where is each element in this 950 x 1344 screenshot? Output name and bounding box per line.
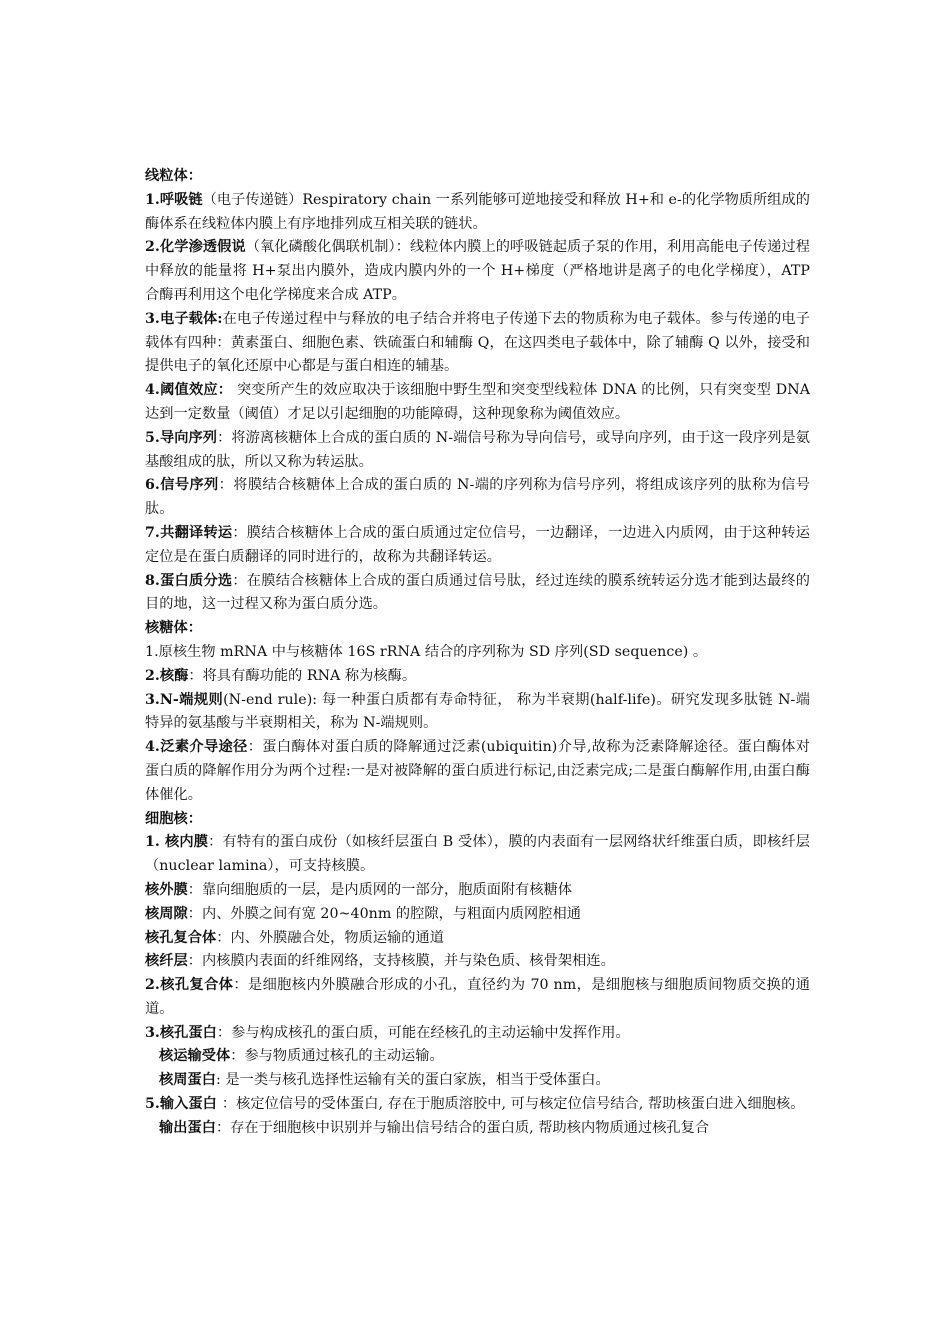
section-heading-mitochondria: 线粒体： [145,168,202,184]
paragraph-sd-sequence: 1.原核生物 mRNA 中与核糖体 16S rRNA 结合的序列称为 SD 序列(SD sequence) 。 [145,643,708,660]
paragraph-electron-carrier: 3.电子载体:在电子传递过程中与释放的电子结合并将电子传递下去的物质称为电子载体。参与传递的电子载体有四种：黄素蛋白、细胞色素、铁硫蛋白和辅酶 Q，在这四类电子载体中，除了辅酶 Q 以外，接受和提供电子的氧化还原中心都是与蛋白相连的辅基。 [145,310,810,375]
paragraph-npc: 2.核孔复合体：是细胞核内外膜融合形成的小孔，直径约为 70 nm，是细胞核与细胞质间物质交换的通道。 [145,977,811,1017]
paragraph-threshold-effect: 4.阈值效应： 突变所产生的效应取决于该细胞中野生型和突变型线粒体 DNA 的比例，只有突变型 DNA 达到一定数量（阈值）才足以引起细胞的功能障碍，这种现象称为阈值效应。 [145,382,810,422]
paragraph-exportin: 输出蛋白：存在于细胞核中识别并与输出信号结合的蛋白质, 帮助核内物质通过核孔复合 [159,1119,710,1136]
paragraph-lamina: 核纤层：内核膜内表面的纤维网络，支持核膜，并与染色质、核骨架相连。 [145,953,615,970]
paragraph-transport-receptor: 核运输受体：参与物质通过核孔的主动运输。 [159,1048,444,1065]
paragraph-importin: 5.输入蛋白 ：核定位信号的受体蛋白, 存在于胞质溶胶中, 可与核定位信号结合, 帮助核蛋白进入细胞核。 [145,1096,805,1113]
document-page [145,165,810,1141]
paragraph-nucleoporin: 3.核孔蛋白：参与构成核孔的蛋白质，可能在经核孔的主动运输中发挥作用。 [145,1024,630,1041]
paragraph-ubiquitin-pathway: 4.泛素介导途径：蛋白酶体对蛋白质的降解通过泛素(ubiquitin)介导,故称为泛素降解途径。蛋白酶体对蛋白质的降解作用分为两个过程:一是对被降解的蛋白质进行标记,由泛素完成;二是蛋白酶解作用,由蛋白酶体催化。 [145,739,810,803]
paragraph-npc-short: 核孔复合体：内、外膜融合处，物质运输的通道 [145,929,445,946]
paragraph-n-end-rule: 3.N-端规则(N-end rule): 每一种蛋白质都有寿命特征， 称为半衰期(half-life)。研究发现多肽链 N-端特异的氨基酸与半衰期相关，称为 N-端规则。 [145,691,810,732]
paragraph-respiratory-chain: 1.呼吸链（电子传递链）Respiratory chain 一系列能够可逆地接受和释放 H+和 e-的化学物质所组成的酶体系在线粒体内膜上有序地排列成互相关联的链状。 [145,191,811,232]
paragraph-inner-membrane: 1. 核内膜：有特有的蛋白成份（如核纤层蛋白 B 受体），膜的内表面有一层网络状纤维蛋白质，即核纤层（nuclear lamina），可支持核膜。 [145,834,810,875]
paragraph-protein-sorting: 8.蛋白质分选：在膜结合核糖体上合成的蛋白质通过信号肽，经过连续的膜系统转运分选才能到达最终的目的地，这一过程又称为蛋白质分选。 [145,572,810,613]
paragraph-karyopherin: 核周蛋白: 是一类与核孔选择性运输有关的蛋白家族，相当于受体蛋白。 [159,1072,610,1089]
paragraph-outer-membrane: 核外膜：靠向细胞质的一层，是内质网的一部分，胞质面附有核糖体 [145,881,573,898]
paragraph-perinuclear-space: 核周隙：内、外膜之间有宽 20~40nm 的腔隙，与粗面内质网腔相通 [145,905,581,922]
paragraph-ribozyme: 2.核酶：将具有酶功能的 RNA 称为核酶。 [145,667,417,684]
section-heading-nucleus: 细胞核： [145,810,202,827]
paragraph-signal-sequence: 6.信号序列：将膜结合核糖体上合成的蛋白质的 N-端的序列称为信号序列，将组成该序列的肽称为信号肽。 [145,477,810,518]
paragraph-chemiosmotic: 2.化学渗透假说（氧化磷酸化偶联机制）：线粒体内膜上的呼吸链起质子泵的作用，利用高能电子传递过程中释放的能量将 H+泵出内膜外，造成内膜内外的一个 H+梯度（严格地讲是离子的电化学梯度），ATP 合酶再利用这个电化学梯度来合成 ATP。 [145,239,810,303]
paragraph-leader-sequence: 5.导向序列：将游离核糖体上合成的蛋白质的 N-端信号称为导向信号，或导向序列，由于这一段序列是氨基酸组成的肽，所以又称为转运肽。 [145,429,810,470]
section-heading-ribosome: 核糖体： [145,620,202,637]
paragraph-cotranslational: 7.共翻译转运：膜结合核糖体上合成的蛋白质通过定位信号，一边翻译，一边进入内质网，由于这种转运定位是在蛋白质翻译的同时进行的，故称为共翻译转运。 [145,524,810,565]
